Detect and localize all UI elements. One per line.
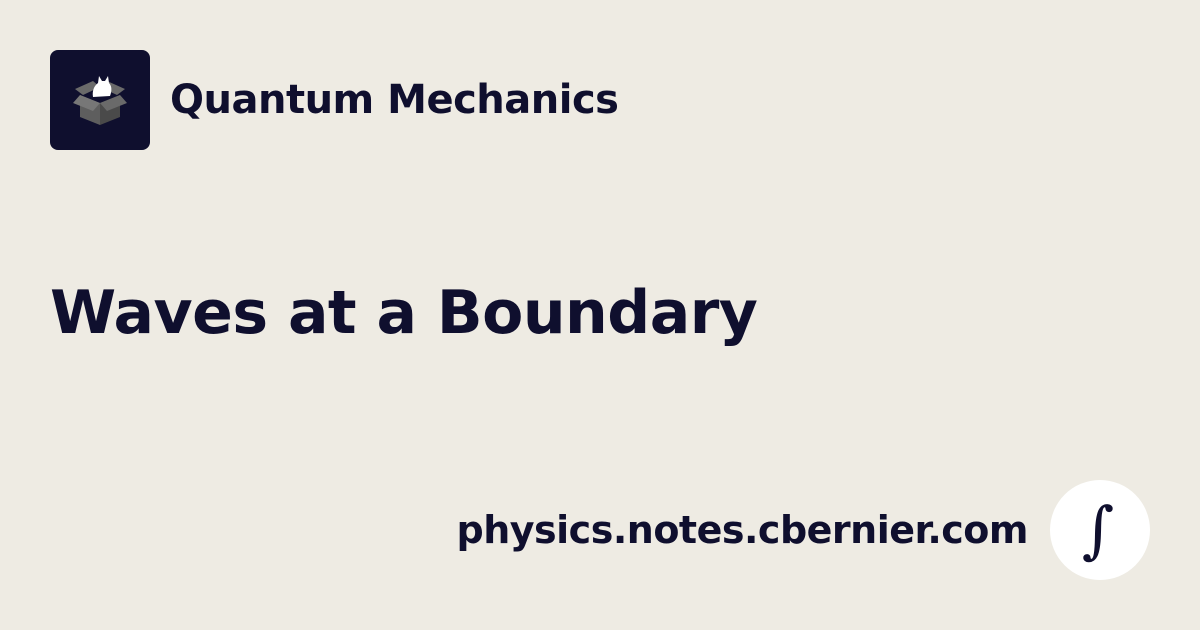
brand-logo xyxy=(50,50,150,150)
integral-icon: ∫ xyxy=(1081,493,1115,566)
page-title: Waves at a Boundary xyxy=(50,278,758,348)
integral-emblem xyxy=(1050,480,1150,580)
brand-name: Quantum Mechanics xyxy=(170,77,619,123)
footer xyxy=(457,480,1150,580)
site-url: physics.notes.cbernier.com xyxy=(456,508,1028,552)
brand-header xyxy=(50,50,618,150)
cat-in-box-icon xyxy=(67,67,133,133)
